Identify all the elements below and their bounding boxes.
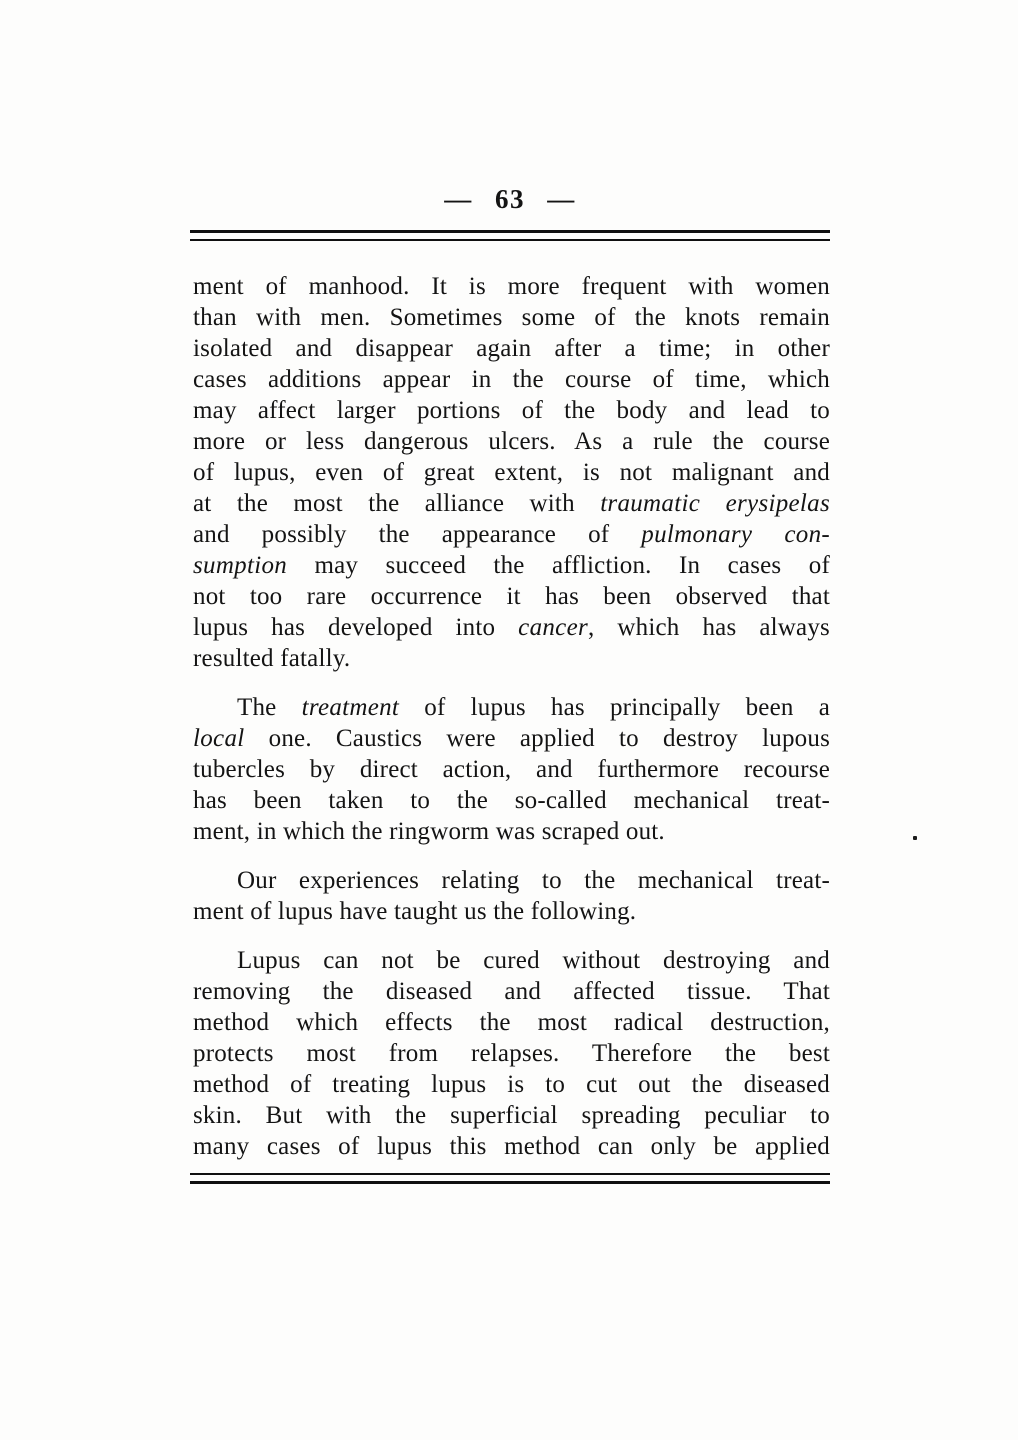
paragraph [193, 865, 830, 927]
body-text [193, 271, 830, 1162]
text-line: sumption may succeed the affliction. In cases of [193, 552, 830, 579]
text-line: of lupus, even of great extent, is not malignant and [193, 459, 830, 486]
text-line: Our experiences relating to the mechanical treat- [237, 867, 830, 894]
text-line: lupus has developed into cancer, which has always [193, 614, 830, 641]
page-number: — 63 — [444, 184, 576, 214]
text-line: at the most the alliance with traumatic erysipelas [193, 490, 830, 517]
text-line: method which effects the most radical destruction, [193, 1009, 830, 1036]
text-line: tubercles by direct action, and furthermore recourse [193, 756, 830, 783]
text-line: method of treating lupus is to cut out the diseased [193, 1071, 830, 1098]
text-line: The treatment of lupus has principally been a [237, 694, 830, 721]
text-line: ment, in which the ringworm was scraped out. [193, 818, 665, 845]
text-line: cases additions appear in the course of time, which [193, 366, 830, 393]
text-line: local one. Caustics were applied to destroy lupous [193, 725, 830, 752]
text-line: has been taken to the so-called mechanical treat- [193, 787, 830, 814]
text-line: not too rare occurrence it has been observed that [193, 583, 830, 610]
text-line: more or less dangerous ulcers. As a rule the course [193, 428, 830, 455]
text-line: than with men. Sometimes some of the knots remain [193, 304, 830, 331]
paragraph [193, 692, 830, 847]
paragraph [193, 945, 830, 1162]
text-line: may affect larger portions of the body and lead to [193, 397, 830, 424]
text-line: removing the diseased and affected tissue. That [193, 978, 830, 1005]
text-line: and possibly the appearance of pulmonary con- [193, 521, 830, 548]
footer-rule [190, 1173, 830, 1184]
text-line: skin. But with the superficial spreading peculiar to [193, 1102, 830, 1129]
text-line: ment of lupus have taught us the following. [193, 898, 637, 925]
text-line: protects most from relapses. Therefore the best [193, 1040, 830, 1067]
text-line: resulted fatally. [193, 645, 351, 672]
text-line: isolated and disappear again after a time; in other [193, 335, 830, 362]
header-rule [190, 230, 830, 241]
paragraph [193, 271, 830, 674]
text-line: Lupus can not be cured without destroying and [237, 947, 830, 974]
text-line: many cases of lupus this method can only be applied [193, 1133, 830, 1160]
text-line: ment of manhood. It is more frequent with women [193, 273, 830, 300]
scan-speck [913, 836, 917, 840]
